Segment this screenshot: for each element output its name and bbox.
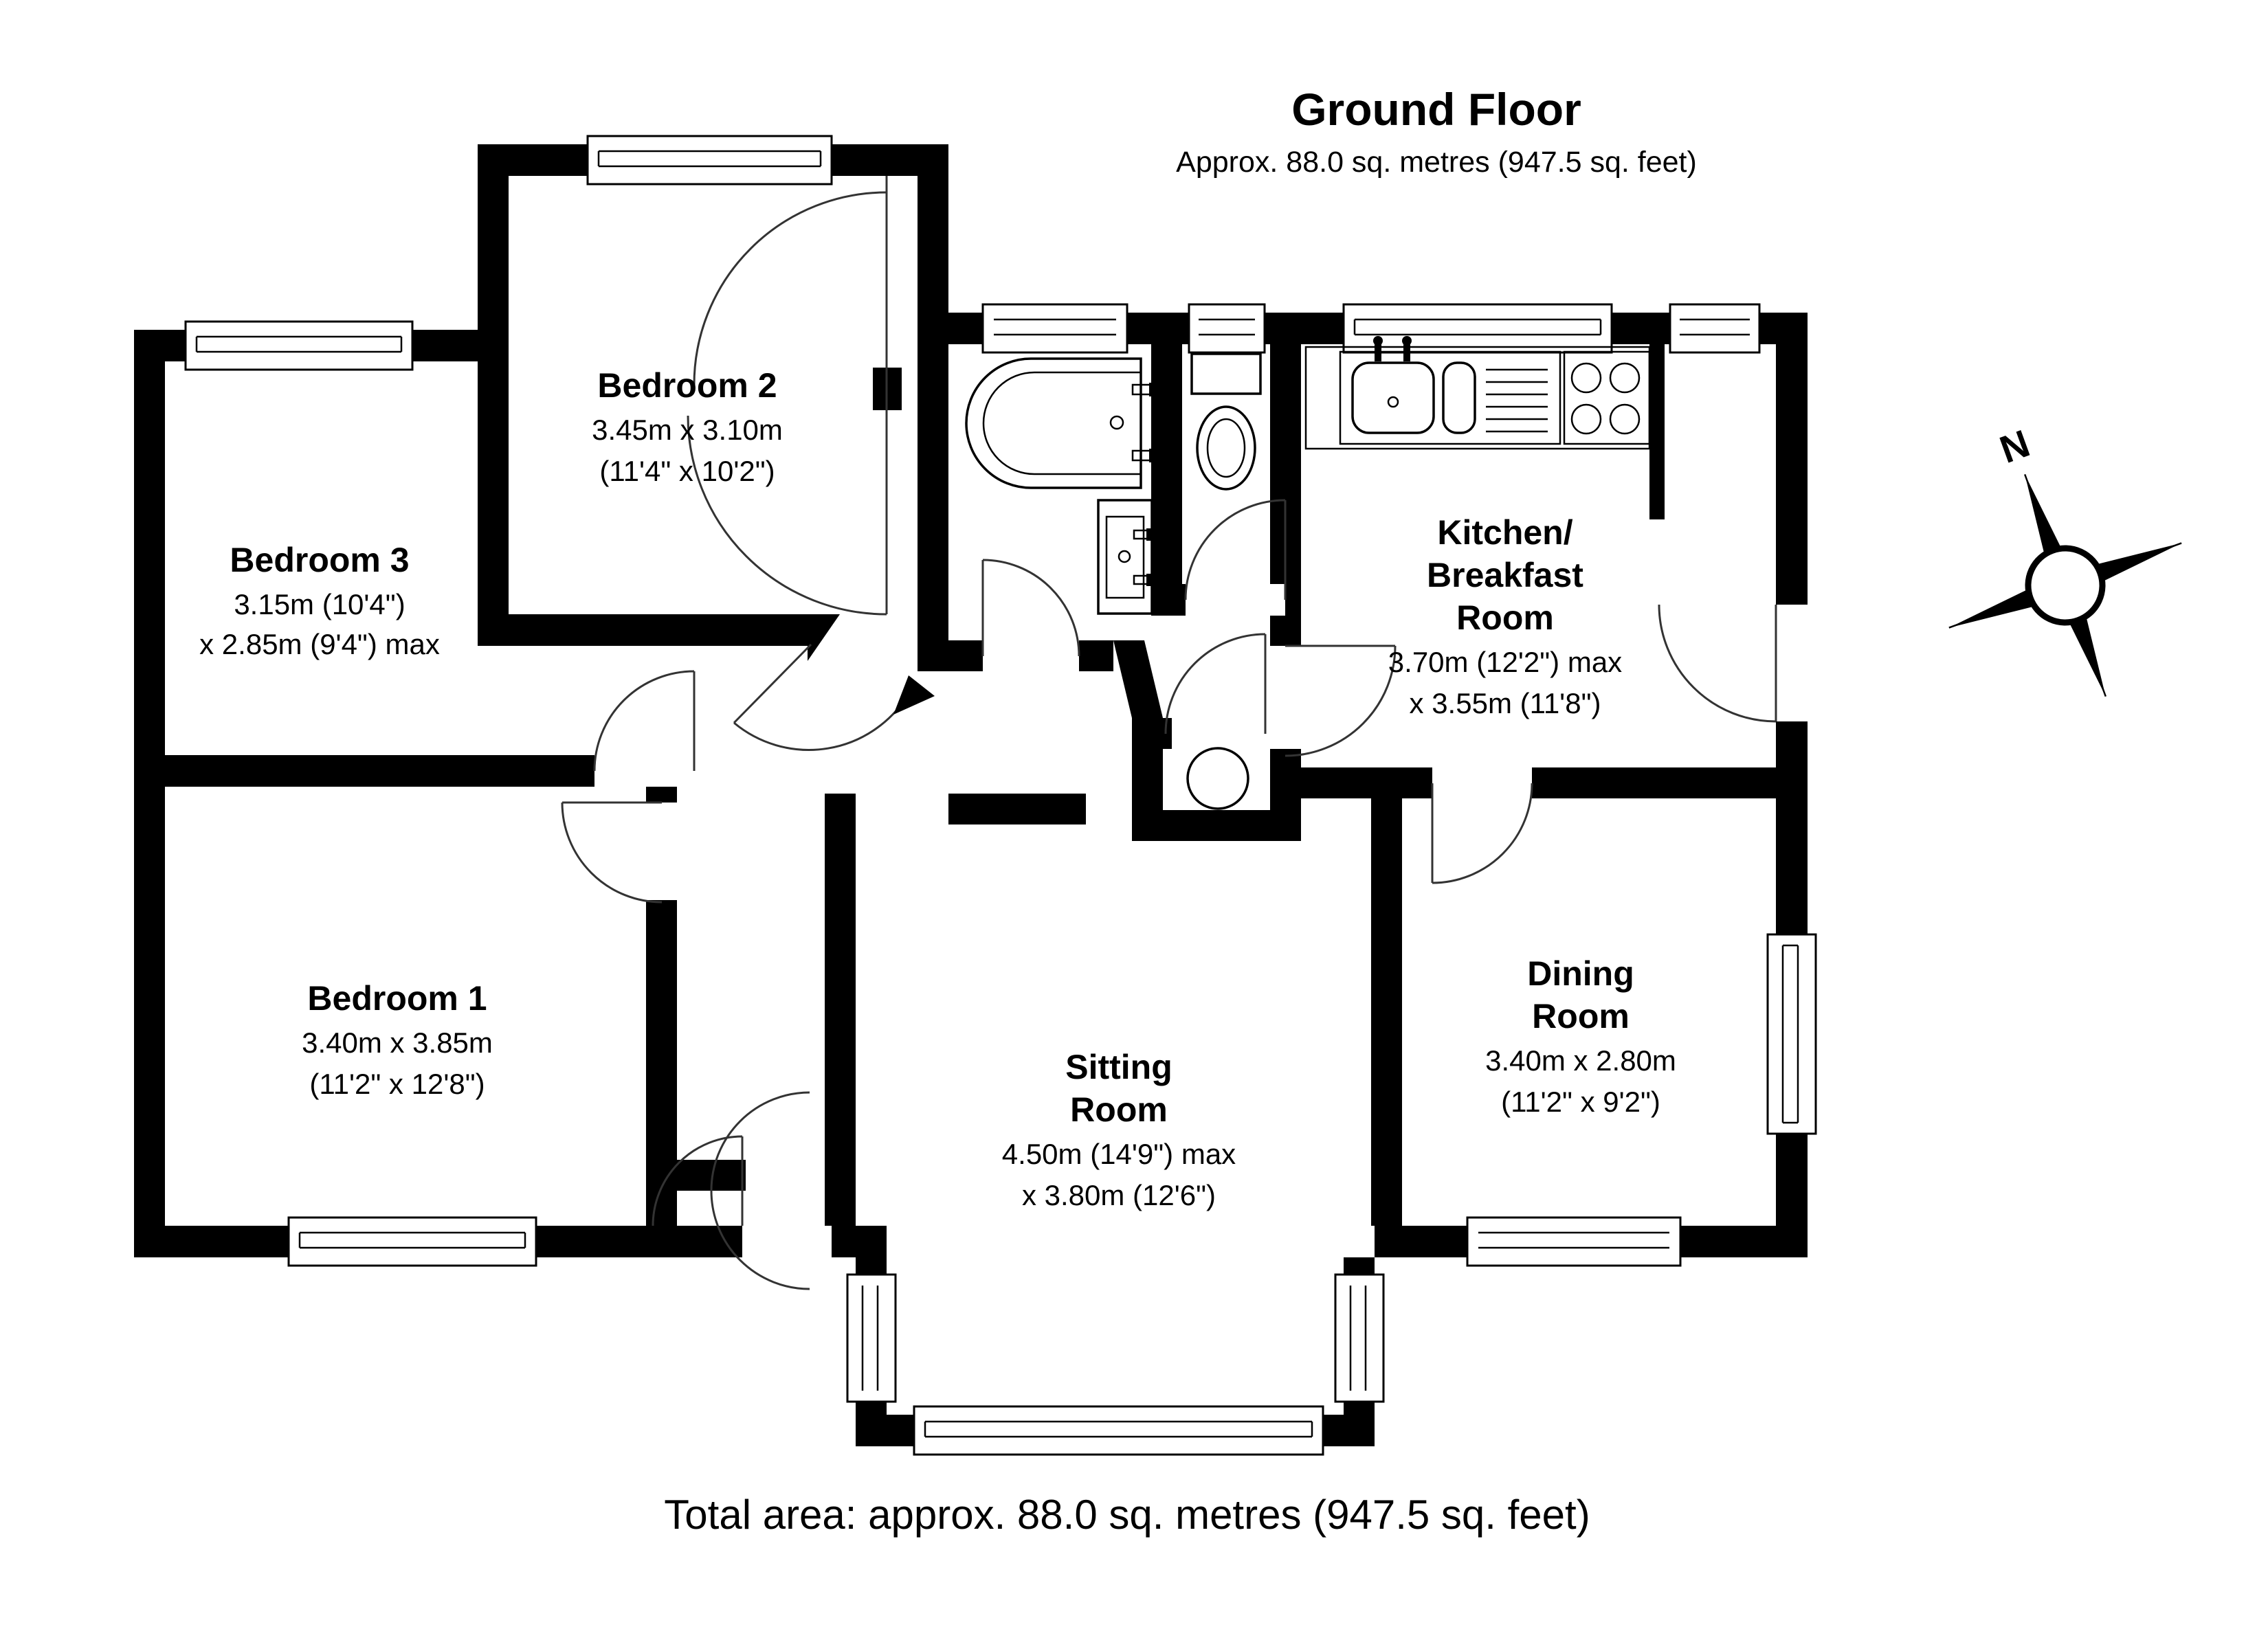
window-bedroom2 bbox=[588, 136, 832, 184]
svg-text:Bedroom 3: Bedroom 3 bbox=[230, 541, 410, 579]
svg-text:Kitchen/: Kitchen/ bbox=[1437, 513, 1573, 552]
window-bathroom bbox=[983, 304, 1127, 352]
window-kitchen-small bbox=[1670, 304, 1759, 352]
compass-north-label: N bbox=[1994, 420, 2036, 472]
svg-text:3.45m x 3.10m: 3.45m x 3.10m bbox=[592, 414, 783, 446]
room-label-bedroom1 bbox=[302, 979, 493, 1100]
cylinder-icon bbox=[1188, 748, 1248, 809]
svg-text:x 3.80m (12'6"): x 3.80m (12'6") bbox=[1021, 1179, 1216, 1211]
svg-text:3.40m x 2.80m: 3.40m x 2.80m bbox=[1485, 1044, 1676, 1077]
room-label-sitting bbox=[1002, 1048, 1236, 1211]
svg-text:Room: Room bbox=[1532, 997, 1630, 1035]
svg-text:Room: Room bbox=[1070, 1090, 1168, 1129]
window-bedroom3 bbox=[186, 322, 412, 370]
window-dining-bottom bbox=[1467, 1218, 1680, 1266]
room-label-kitchen bbox=[1388, 513, 1622, 719]
toilet-icon bbox=[1192, 354, 1260, 489]
window-wc bbox=[1189, 304, 1265, 352]
window-bedroom1 bbox=[289, 1218, 536, 1266]
hob-icon bbox=[1564, 352, 1649, 444]
page-title: Ground Floor bbox=[1291, 84, 1581, 135]
svg-text:Dining: Dining bbox=[1527, 954, 1634, 993]
svg-text:4.50m (14'9") max: 4.50m (14'9") max bbox=[1001, 1138, 1236, 1170]
door-kitchen bbox=[1285, 646, 1395, 756]
svg-text:Bedroom 1: Bedroom 1 bbox=[307, 979, 487, 1018]
room-label-dining bbox=[1485, 954, 1676, 1118]
svg-text:Breakfast: Breakfast bbox=[1427, 556, 1583, 594]
svg-text:(11'2" x 12'8"): (11'2" x 12'8") bbox=[309, 1068, 485, 1100]
svg-text:(11'2" x 9'2"): (11'2" x 9'2") bbox=[1501, 1086, 1660, 1118]
svg-text:Sitting: Sitting bbox=[1065, 1048, 1172, 1086]
svg-text:x 2.85m (9'4") max: x 2.85m (9'4") max bbox=[199, 628, 440, 660]
door-back bbox=[1659, 605, 1776, 721]
svg-text:x 3.55m (11'8"): x 3.55m (11'8") bbox=[1409, 687, 1601, 719]
window-dining-right bbox=[1768, 934, 1816, 1134]
total-area-label: Total area: approx. 88.0 sq. metres (947.5 sq. feet) bbox=[664, 1492, 1590, 1538]
svg-text:3.40m x 3.85m: 3.40m x 3.85m bbox=[302, 1027, 493, 1059]
room-label-bedroom3 bbox=[199, 541, 440, 660]
svg-text:3.70m (12'2") max: 3.70m (12'2") max bbox=[1388, 646, 1623, 678]
window-kitchen-large bbox=[1344, 304, 1612, 352]
bathtub-icon bbox=[966, 359, 1159, 488]
page-subtitle: Approx. 88.0 sq. metres (947.5 sq. feet) bbox=[1176, 146, 1697, 179]
window-sitting-bay bbox=[914, 1406, 1323, 1455]
basin-icon bbox=[1098, 500, 1153, 614]
svg-text:Bedroom 2: Bedroom 2 bbox=[597, 366, 777, 405]
room-label-bedroom2 bbox=[592, 366, 783, 487]
svg-text:3.15m (10'4"): 3.15m (10'4") bbox=[234, 588, 405, 620]
svg-text:(11'4" x 10'2"): (11'4" x 10'2") bbox=[599, 455, 775, 487]
compass-icon bbox=[1891, 383, 2222, 739]
window-bay-left bbox=[847, 1275, 896, 1402]
svg-text:Room: Room bbox=[1456, 598, 1554, 637]
window-bay-right bbox=[1335, 1275, 1383, 1402]
